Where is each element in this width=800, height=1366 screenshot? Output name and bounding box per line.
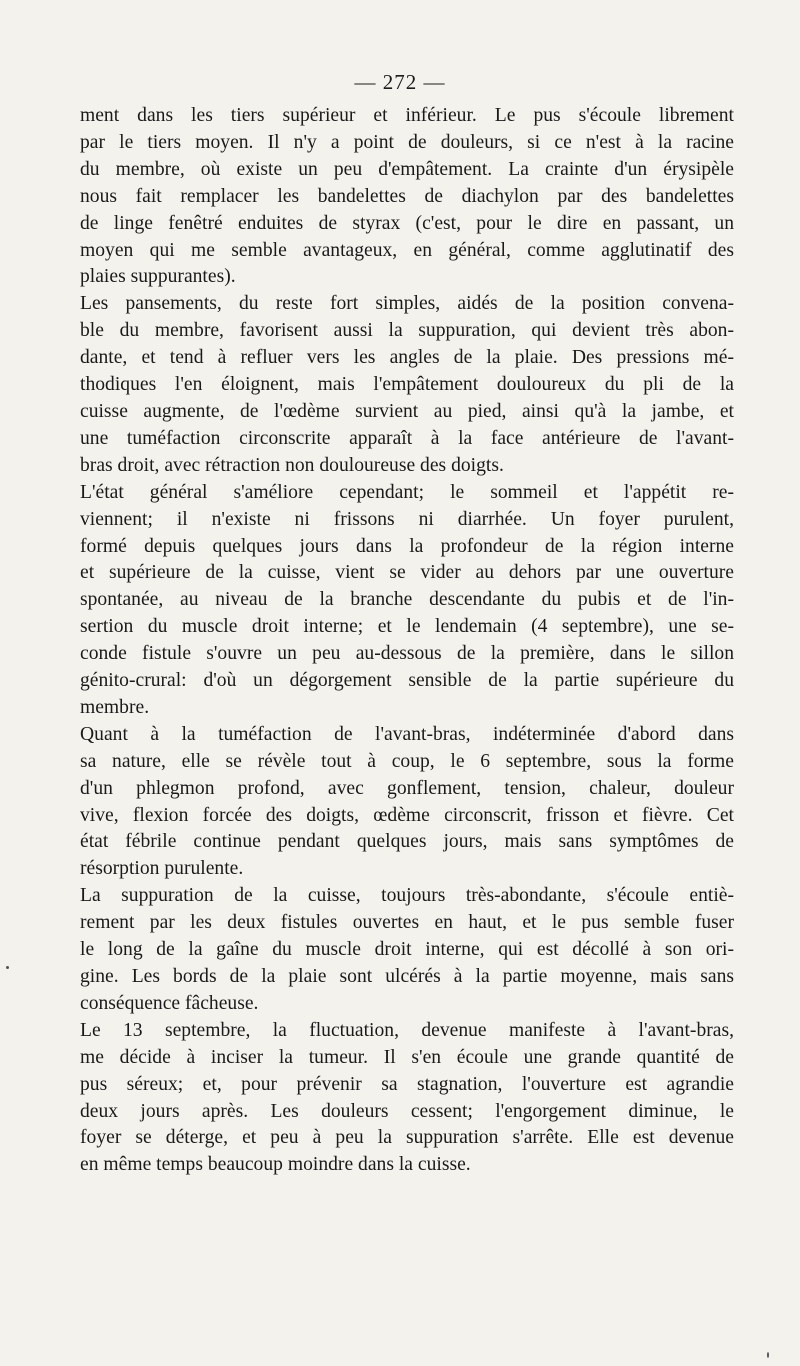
text-line: une tuméfaction circonscrite apparaît à la face antérieure de l'avant- [80,427,734,449]
text-line: sertion du muscle droit interne; et le lendemain (4 septembre), une se- [80,616,734,638]
text-line: rement par les deux fistules ouvertes en haut, et le pus semble fuser [80,912,734,934]
text-line: par le tiers moyen. Il n'y a point de douleurs, si ce n'est à la racine [80,131,734,153]
text-line: en même temps beaucoup moindre dans la cuisse. [80,1154,471,1176]
page-body [80,103,734,1179]
text-line: spontanée, au niveau de la branche descendante du pubis et de l'in- [80,589,734,611]
paragraph [80,883,734,1018]
text-line: gine. Les bords de la plaie sont ulcérés à la partie moyenne, mais sans [80,966,734,987]
text-line: génito-crural: d'où un dégorgement sensible de la partie supérieure du [80,670,734,692]
text-line: nous fait remplacer les bandelettes de diachylon par des bandelettes [80,185,734,207]
text-line: formé depuis quelques jours dans la profondeur de la région interne [80,535,734,557]
paragraph [80,1018,734,1179]
paragraph [80,103,734,291]
text-line: plaies suppurantes). [80,266,236,288]
text-line: du membre, où existe un peu d'empâtement. La crainte d'un érysipèle [80,158,734,180]
text-line: pus séreux; et, pour prévenir sa stagnation, l'ouverture est agrandie [80,1073,734,1095]
paragraph [80,291,734,479]
text-line: La suppuration de la cuisse, toujours très-abondante, s'écoule entiè- [80,885,734,907]
text-line: état fébrile continue pendant quelques jours, mais sans symptômes de [80,831,734,853]
text-line: me décide à inciser la tumeur. Il s'en écoule une grande quantité de [80,1046,734,1068]
text-line: ble du membre, favorisent aussi la suppuration, qui devient très abon- [80,320,734,342]
text-line: deux jours après. Les douleurs cessent; l'engorgement diminue, le [80,1100,734,1122]
text-line: viennent; il n'existe ni frissons ni diarrhée. Un foyer purulent, [80,508,734,530]
page-number: — 272 — [354,70,446,94]
text-line: L'état général s'améliore cependant; le sommeil et l'appétit re- [80,481,734,503]
text-line: membre. [80,696,150,718]
paragraph [80,722,734,883]
text-line: moyen qui me semble avantageux, en général, comme agglutinatif des [80,239,734,261]
text-line: d'un phlegmon profond, avec gonflement, tension, chaleur, douleur [80,777,734,799]
text-line: Les pansements, du reste fort simples, aidés de la position convena- [80,293,734,315]
text-line: conde fistule s'ouvre un peu au-dessous de la première, dans le sillon [80,643,734,665]
text-line: foyer se déterge, et peu à peu la suppuration s'arrête. Elle est devenue [80,1127,734,1149]
text-line: Quant à la tuméfaction de l'avant-bras, indéterminée d'abord dans [80,723,734,745]
text-line: bras droit, avec rétraction non douloureuse des doigts. [80,454,504,476]
text-line: dante, et tend à refluer vers les angles de la plaie. Des pressions mé- [80,347,734,369]
scan-speck [6,966,9,969]
paragraph [80,480,734,722]
text-line: conséquence fâcheuse. [80,992,259,1014]
text-line: thodiques l'en éloignent, mais l'empâtement douloureux du pli de la [80,374,734,396]
text-line: ment dans les tiers supérieur et inférieur. Le pus s'écoule librement [80,105,734,126]
text-line: de linge fenêtré enduites de styrax (c'est, pour le dire en passant, un [80,212,734,234]
text-line: le long de la gaîne du muscle droit interne, qui est décollé à son ori- [80,939,734,961]
text-line: et supérieure de la cuisse, vient se vider au dehors par une ouverture [80,562,734,584]
text-line: cuisse augmente, de l'œdème survient au pied, ainsi qu'à la jambe, et [80,400,734,422]
text-line: sa nature, elle se révèle tout à coup, le 6 septembre, sous la forme [80,750,734,772]
text-line: résorption purulente. [80,858,244,880]
text-line: vive, flexion forcée des doigts, œdème circonscrit, frisson et fièvre. Cet [80,804,734,826]
scan-speck [767,1352,769,1358]
text-line: Le 13 septembre, la fluctuation, devenue manifeste à l'avant-bras, [80,1019,734,1041]
